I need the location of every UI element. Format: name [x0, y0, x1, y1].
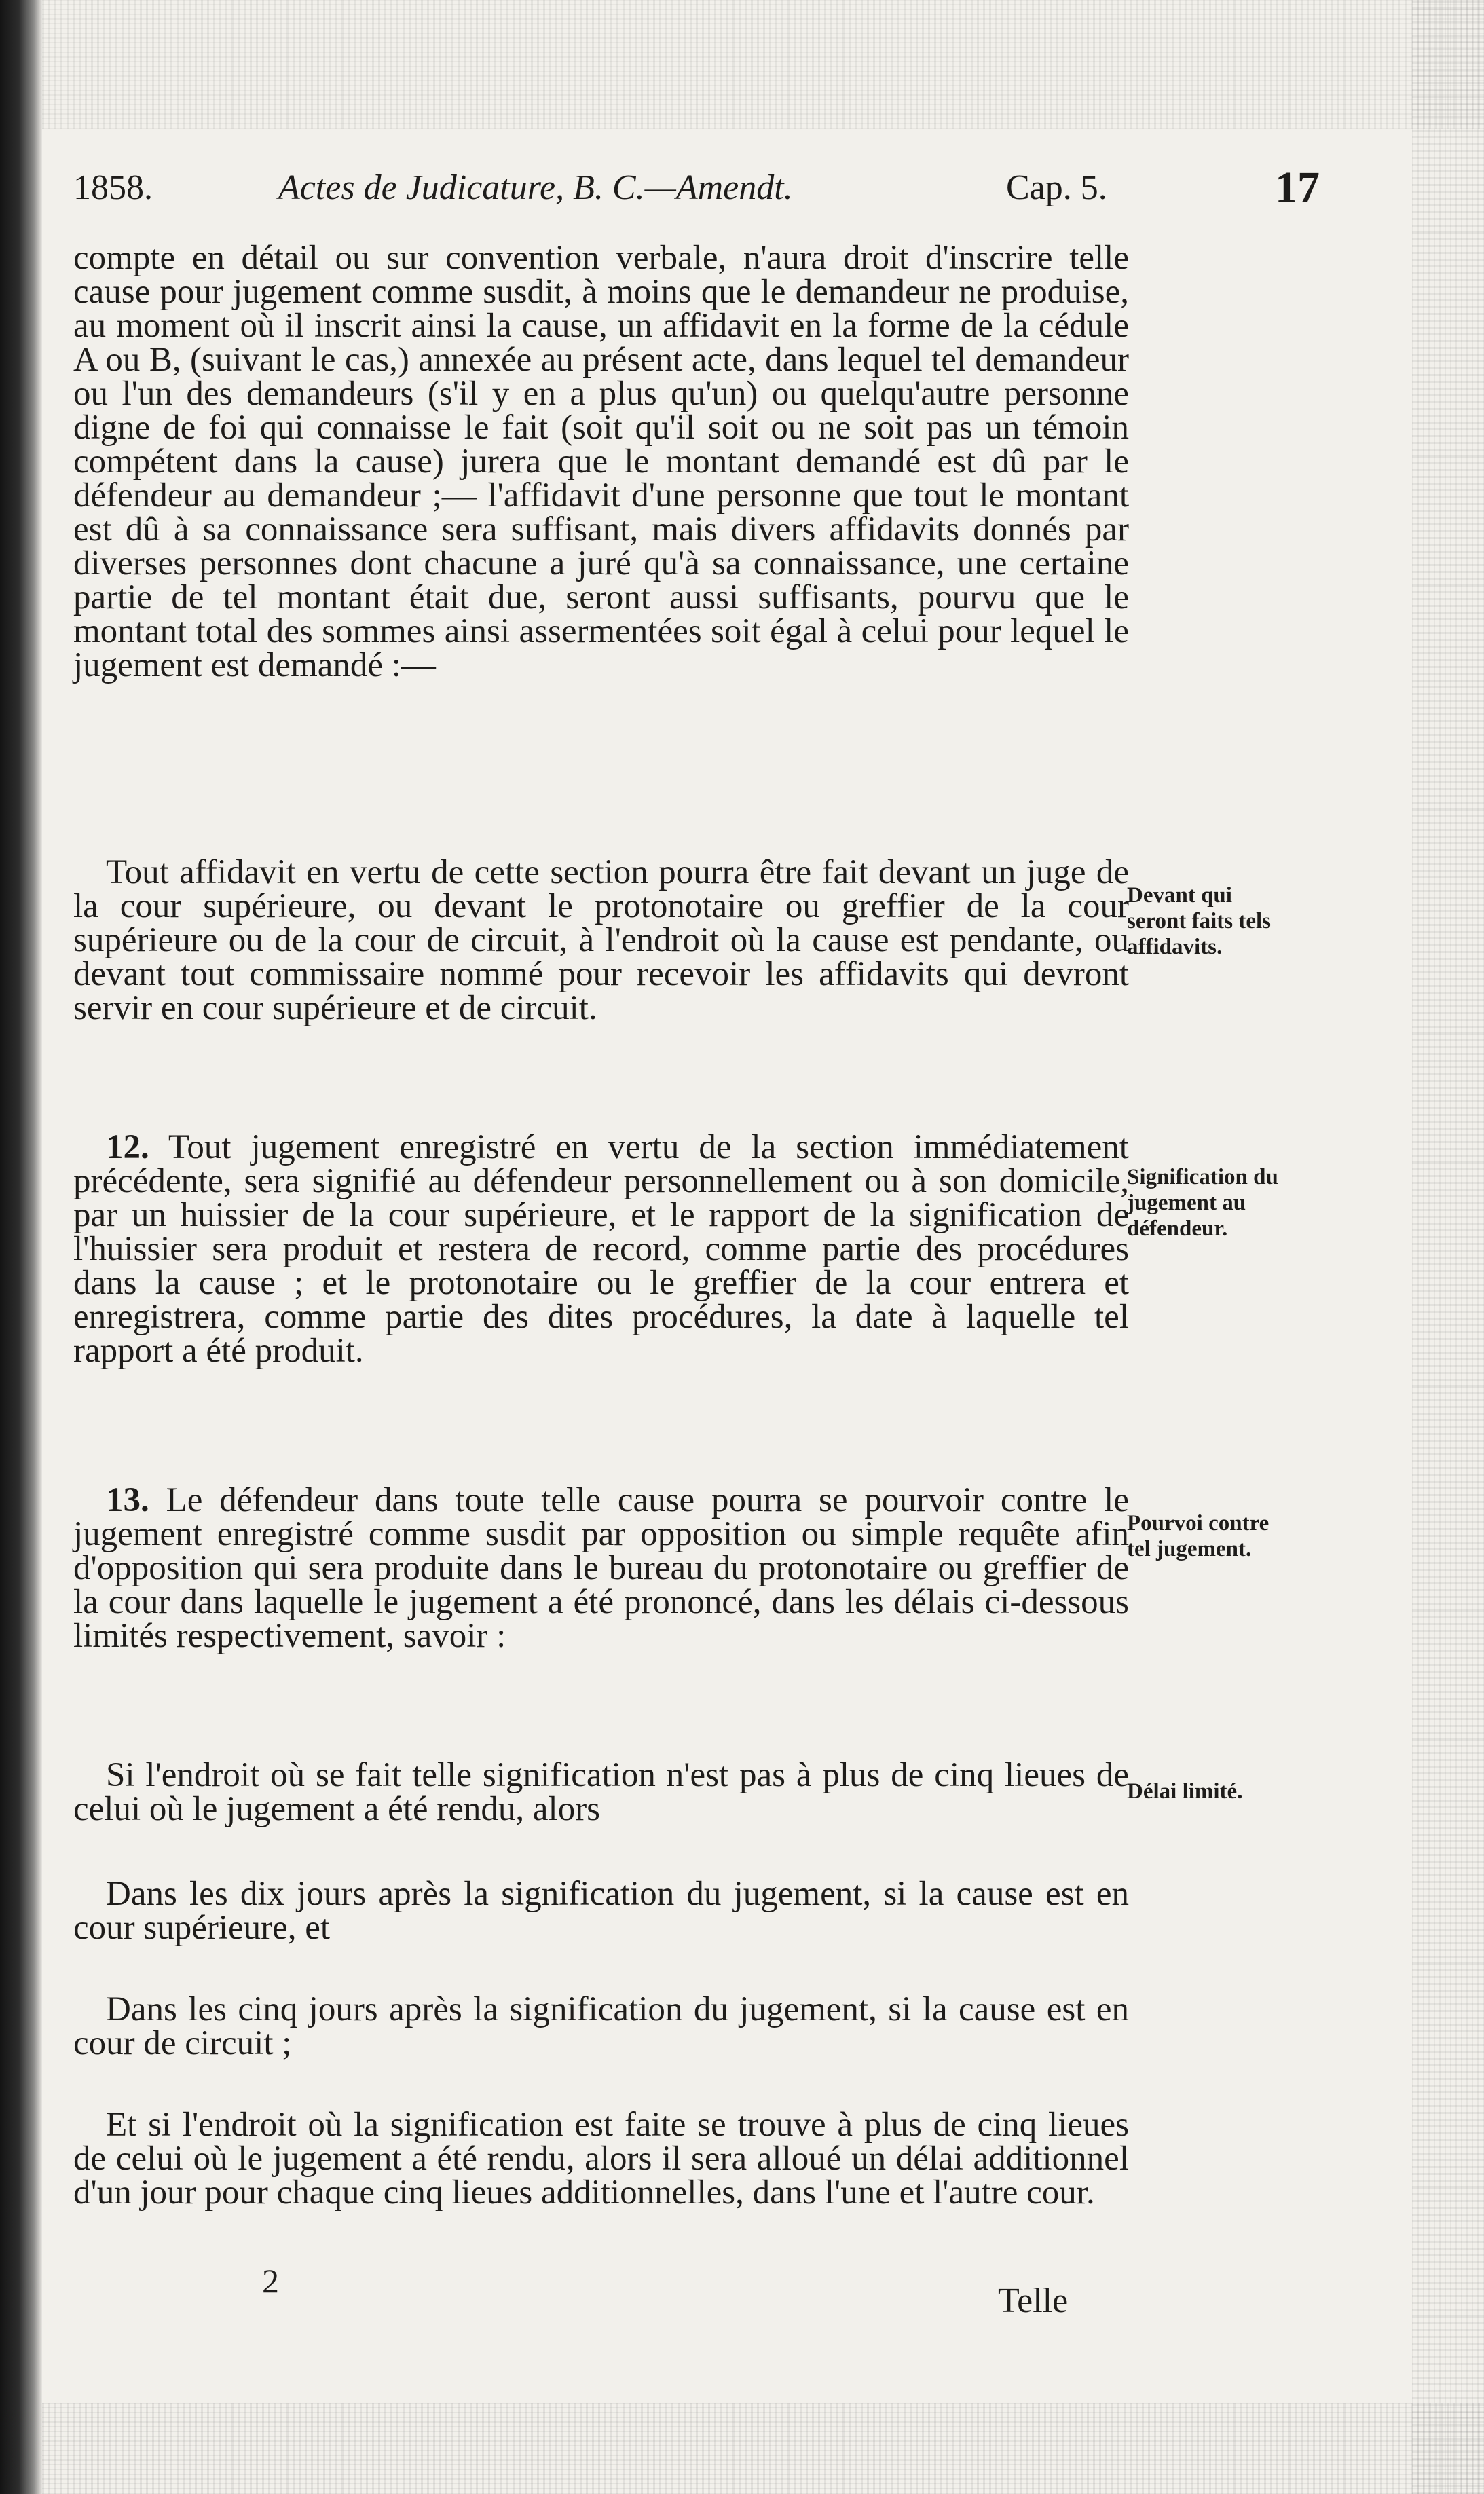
margin-note-signification: Signification du jugement au défendeur.: [1127, 1165, 1278, 1241]
page-number: 17: [1275, 163, 1320, 212]
paragraph-text: Tout affidavit en vertu de cette section pourra être fait devant un juge de la cour supérieure, ou devant le protonotaire ou greffier de la cour supérieure ou de la cour de circuit, à l'endroit où la cause est pendante, ou devant tout commissaire nommé pour recevoir les affidavits qui devront servir en cour supérieure et de circuit.: [73, 853, 1129, 1027]
binding-shadow: [0, 0, 42, 2494]
paragraph-dix-jours: [73, 1877, 1129, 1945]
section-13: [73, 1483, 1129, 1653]
paragraph-text: Dans les cinq jours après la signification du jugement, si la cause est en cour de circuit ;: [73, 1990, 1129, 2062]
margin-note-affidavits: Devant qui seront faits tels affidavits.: [1127, 883, 1272, 959]
paragraph-continuation: [73, 241, 1129, 682]
paragraph-delay-distance: [73, 1758, 1129, 1826]
paragraph-text: Si l'endroit où se fait telle signification n'est pas à plus de cinq lieues de celui où le jugement a été rendu, alors: [73, 1756, 1129, 1828]
header-year: 1858.: [73, 168, 153, 207]
margin-note-pourvoi: Pourvoi contre tel jugement.: [1127, 1511, 1269, 1561]
scan-noise-bottom: [42, 2403, 1484, 2494]
scan-noise-top: [42, 0, 1484, 129]
section-number: 13.: [106, 1481, 149, 1519]
paragraph-text: Le défendeur dans toute telle cause pourra se pourvoir contre le jugement enregistré comme susdit par opposition ou simple requête afin d'opposition qui sera produite dans le bureau du protonotaire ou greffier de la cour dans laquelle le jugement a été prononcé, dans les délais ci-dessous limités respectivement, savoir :: [73, 1481, 1129, 1655]
paragraph-text: Et si l'endroit où la signification est faite se trouve à plus de cinq lieues de celui où le jugement a été rendu, alors il sera alloué un délai additionnel d'un jour pour chaque cinq lieues additionnelles, dans l'une et l'autre cour.: [73, 2106, 1129, 2212]
header-chapter: Cap. 5.: [1006, 168, 1107, 207]
paragraph-text: Dans les dix jours après la signification du jugement, si la cause est en cour supérieure, et: [73, 1875, 1129, 1947]
margin-note-delai: Délai limité.: [1127, 1779, 1243, 1804]
header-title: Actes de Judicature, B. C.—Amendt.: [278, 168, 793, 207]
paragraph-delai-additionnel: [73, 2108, 1129, 2210]
signature-mark: 2: [262, 2262, 279, 2300]
paragraph-text: compte en détail ou sur convention verbale, n'aura droit d'inscrire telle cause pour jugement comme susdit, à moins que le demandeur ne produise, au moment où il inscrit ainsi la cause, un affidavit en la forme de la cédule A ou B, (suivant le cas,) annexée au présent acte, dans lequel tel demandeur ou l'un des demandeurs (s'il y en a plus qu'un) ou quelqu'autre personne digne de foi qui connaisse le fait (soit qu'il soit ou ne soit pas un témoin compétent dans la cause) jurera que le montant demandé est dû par le défendeur au demandeur ;— l'affidavit d'une personne que tout le montant est dû à sa connaissance sera suffisant, mais divers affidavits donnés par diverses personnes dont chacune a juré qu'à sa connaissance, une certaine partie de tel montant était due, seront aussi suffisants, pourvu que le montant total des sommes ainsi assermentées soit égal à celui pour lequel le jugement est demandé :—: [73, 239, 1129, 684]
catchword: Telle: [998, 2282, 1069, 2320]
section-number: 12.: [106, 1128, 149, 1166]
paragraph-affidavit: [73, 855, 1129, 1025]
scan-noise-right: [1412, 0, 1484, 2494]
paragraph-text: Tout jugement enregistré en vertu de la section immédiatement précédente, sera signifié au défendeur personnellement ou à son domicile, par un huissier de la cour supérieure, et le rapport de la signification de l'huissier sera produit et restera de record, comme partie des procédures dans la cause ; et le protonotaire ou le greffier de la cour entrera et enregistrera, comme partie des dites procédures, la date à laquelle tel rapport a été produit.: [73, 1128, 1129, 1370]
paragraph-cinq-jours: [73, 1992, 1129, 2060]
section-12: [73, 1130, 1129, 1368]
